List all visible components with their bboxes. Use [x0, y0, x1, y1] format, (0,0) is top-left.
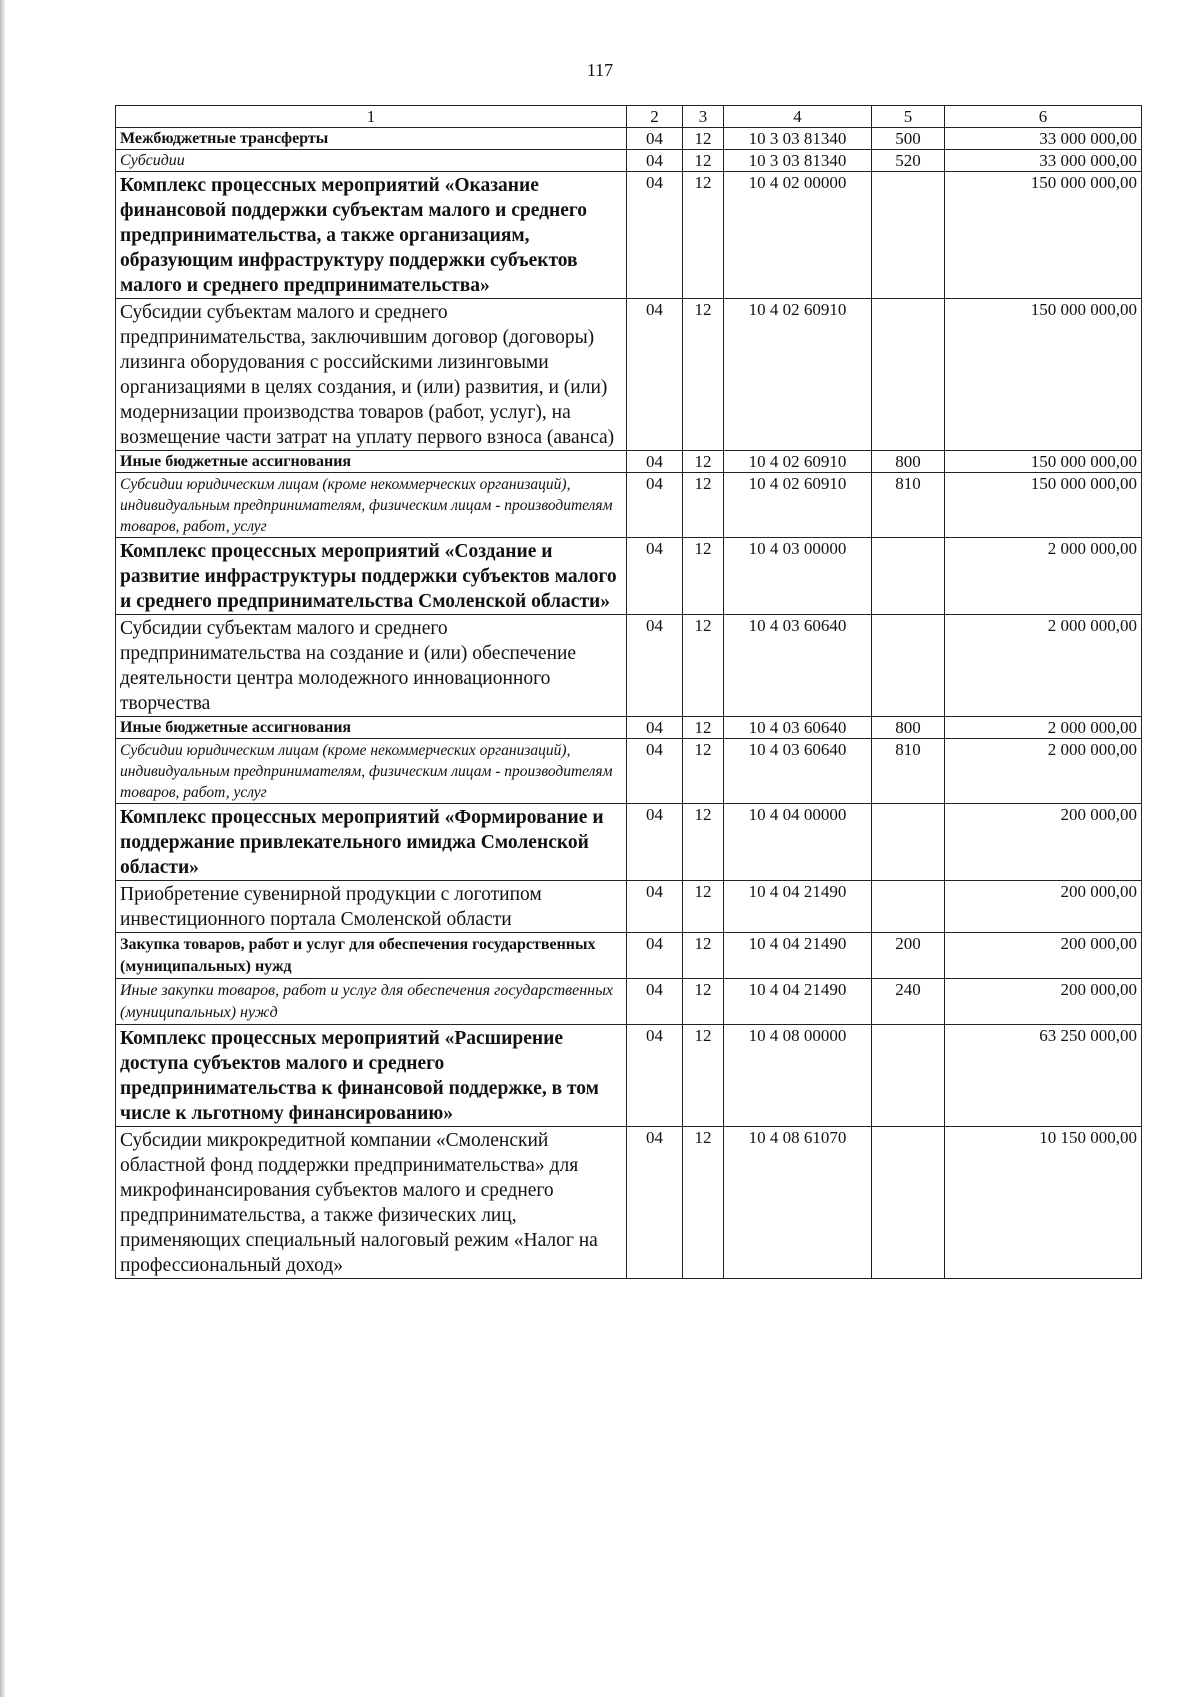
row-name: Иные бюджетные ассигнования	[116, 451, 627, 473]
row-amount: 200 000,00	[945, 881, 1142, 933]
table-row	[116, 933, 1142, 979]
row-target-code: 10 4 02 00000	[724, 172, 872, 299]
row-target-code: 10 4 04 21490	[724, 979, 872, 1025]
row-section: 04	[627, 804, 683, 881]
row-expense-type	[872, 1025, 945, 1127]
table-row	[116, 451, 1142, 473]
row-section: 04	[627, 299, 683, 451]
row-subsection: 12	[683, 933, 724, 979]
row-section: 04	[627, 979, 683, 1025]
row-target-code: 10 4 03 60640	[724, 615, 872, 717]
table-row	[116, 299, 1142, 451]
row-amount: 200 000,00	[945, 804, 1142, 881]
budget-table	[115, 105, 1142, 1279]
row-section: 04	[627, 739, 683, 804]
row-name: Межбюджетные трансферты	[116, 128, 627, 150]
row-amount: 2 000 000,00	[945, 538, 1142, 615]
header-col-3: 3	[683, 106, 724, 128]
table-row	[116, 150, 1142, 172]
row-target-code: 10 4 02 60910	[724, 451, 872, 473]
row-section: 04	[627, 881, 683, 933]
row-target-code: 10 3 03 81340	[724, 150, 872, 172]
row-expense-type	[872, 172, 945, 299]
row-amount: 2 000 000,00	[945, 739, 1142, 804]
header-col-6: 6	[945, 106, 1142, 128]
row-expense-type: 500	[872, 128, 945, 150]
row-subsection: 12	[683, 128, 724, 150]
table-row	[116, 881, 1142, 933]
row-name: Закупка товаров, работ и услуг для обеспечения государственных (муниципальных) нужд	[116, 933, 627, 979]
row-expense-type	[872, 299, 945, 451]
row-target-code: 10 4 03 60640	[724, 739, 872, 804]
row-expense-type: 800	[872, 451, 945, 473]
row-section: 04	[627, 933, 683, 979]
row-target-code: 10 3 03 81340	[724, 128, 872, 150]
table-row	[116, 172, 1142, 299]
table-row	[116, 615, 1142, 717]
row-expense-type: 200	[872, 933, 945, 979]
row-target-code: 10 4 04 21490	[724, 933, 872, 979]
row-expense-type: 810	[872, 739, 945, 804]
row-subsection: 12	[683, 299, 724, 451]
row-section: 04	[627, 150, 683, 172]
row-amount: 200 000,00	[945, 979, 1142, 1025]
table-row	[116, 473, 1142, 538]
row-expense-type	[872, 1127, 945, 1279]
table-row	[116, 1127, 1142, 1279]
row-subsection: 12	[683, 538, 724, 615]
row-subsection: 12	[683, 739, 724, 804]
row-amount: 200 000,00	[945, 933, 1142, 979]
table-row	[116, 739, 1142, 804]
header-col-1: 1	[116, 106, 627, 128]
row-amount: 33 000 000,00	[945, 150, 1142, 172]
row-section: 04	[627, 717, 683, 739]
table-row	[116, 128, 1142, 150]
row-name: Субсидии субъектам малого и среднего предпринимательства, заключившим договор (договоры) лизинга оборудования с российскими лизинговыми организациями в целях создания, и (или) развития, и (или) модернизации производства товаров (работ, услуг), на возмещение части затрат на уплату первого взноса (аванса)	[116, 299, 627, 451]
row-subsection: 12	[683, 1127, 724, 1279]
row-subsection: 12	[683, 615, 724, 717]
row-subsection: 12	[683, 473, 724, 538]
row-amount: 63 250 000,00	[945, 1025, 1142, 1127]
header-col-4: 4	[724, 106, 872, 128]
header-col-5: 5	[872, 106, 945, 128]
row-section: 04	[627, 538, 683, 615]
row-subsection: 12	[683, 717, 724, 739]
row-section: 04	[627, 172, 683, 299]
row-subsection: 12	[683, 881, 724, 933]
row-name: Иные бюджетные ассигнования	[116, 717, 627, 739]
row-section: 04	[627, 1127, 683, 1279]
row-expense-type	[872, 615, 945, 717]
row-name: Комплекс процессных мероприятий «Оказание финансовой поддержки субъектам малого и среднего предпринимательства, а также организациям, образующим инфраструктуру поддержки субъектов малого и среднего предпринимательства»	[116, 172, 627, 299]
row-name: Комплекс процессных мероприятий «Создание и развитие инфраструктуры поддержки субъектов малого и среднего предпринимательства Смоленской области»	[116, 538, 627, 615]
scan-edge	[0, 0, 5, 1697]
row-name: Субсидии микрокредитной компании «Смоленский областной фонд поддержки предпринимательства» для микрофинансирования субъектов малого и среднего предпринимательства, а также физических лиц, применяющих специальный налоговый режим «Налог на профессиональный доход»	[116, 1127, 627, 1279]
row-name: Субсидии субъектам малого и среднего предпринимательства на создание и (или) обеспечение деятельности центра молодежного инновационного творчества	[116, 615, 627, 717]
row-section: 04	[627, 1025, 683, 1127]
row-expense-type	[872, 881, 945, 933]
row-name: Иные закупки товаров, работ и услуг для обеспечения государственных (муниципальных) нужд	[116, 979, 627, 1025]
row-section: 04	[627, 451, 683, 473]
table-row	[116, 538, 1142, 615]
row-amount: 150 000 000,00	[945, 473, 1142, 538]
row-subsection: 12	[683, 979, 724, 1025]
row-expense-type: 240	[872, 979, 945, 1025]
row-target-code: 10 4 04 00000	[724, 804, 872, 881]
row-target-code: 10 4 03 00000	[724, 538, 872, 615]
table-header-row	[116, 106, 1142, 128]
row-target-code: 10 4 02 60910	[724, 473, 872, 538]
row-amount: 150 000 000,00	[945, 172, 1142, 299]
row-subsection: 12	[683, 150, 724, 172]
row-expense-type: 800	[872, 717, 945, 739]
row-section: 04	[627, 615, 683, 717]
row-name: Приобретение сувенирной продукции с логотипом инвестиционного портала Смоленской области	[116, 881, 627, 933]
table-row	[116, 717, 1142, 739]
row-target-code: 10 4 04 21490	[724, 881, 872, 933]
row-subsection: 12	[683, 1025, 724, 1127]
row-target-code: 10 4 08 61070	[724, 1127, 872, 1279]
row-amount: 33 000 000,00	[945, 128, 1142, 150]
row-expense-type: 520	[872, 150, 945, 172]
row-expense-type	[872, 538, 945, 615]
row-amount: 2 000 000,00	[945, 717, 1142, 739]
row-amount: 150 000 000,00	[945, 299, 1142, 451]
row-target-code: 10 4 03 60640	[724, 717, 872, 739]
row-expense-type: 810	[872, 473, 945, 538]
page-number: 117	[586, 60, 614, 80]
table-row	[116, 804, 1142, 881]
row-target-code: 10 4 08 00000	[724, 1025, 872, 1127]
header-col-2: 2	[627, 106, 683, 128]
row-amount: 10 150 000,00	[945, 1127, 1142, 1279]
table-row	[116, 979, 1142, 1025]
row-subsection: 12	[683, 804, 724, 881]
row-amount: 150 000 000,00	[945, 451, 1142, 473]
row-subsection: 12	[683, 172, 724, 299]
row-section: 04	[627, 128, 683, 150]
row-target-code: 10 4 02 60910	[724, 299, 872, 451]
row-amount: 2 000 000,00	[945, 615, 1142, 717]
row-name: Комплекс процессных мероприятий «Расширение доступа субъектов малого и среднего предпринимательства к финансовой поддержке, в том числе к льготному финансированию»	[116, 1025, 627, 1127]
row-name: Субсидии юридическим лицам (кроме некоммерческих организаций), индивидуальным предпринимателям, физическим лицам - производителям товаров, работ, услуг	[116, 739, 627, 804]
row-section: 04	[627, 473, 683, 538]
row-name: Субсидии юридическим лицам (кроме некоммерческих организаций), индивидуальным предпринимателям, физическим лицам - производителям товаров, работ, услуг	[116, 473, 627, 538]
row-name: Комплекс процессных мероприятий «Формирование и поддержание привлекательного имиджа Смоленской области»	[116, 804, 627, 881]
table-row	[116, 1025, 1142, 1127]
row-expense-type	[872, 804, 945, 881]
row-name: Субсидии	[116, 150, 627, 172]
row-subsection: 12	[683, 451, 724, 473]
